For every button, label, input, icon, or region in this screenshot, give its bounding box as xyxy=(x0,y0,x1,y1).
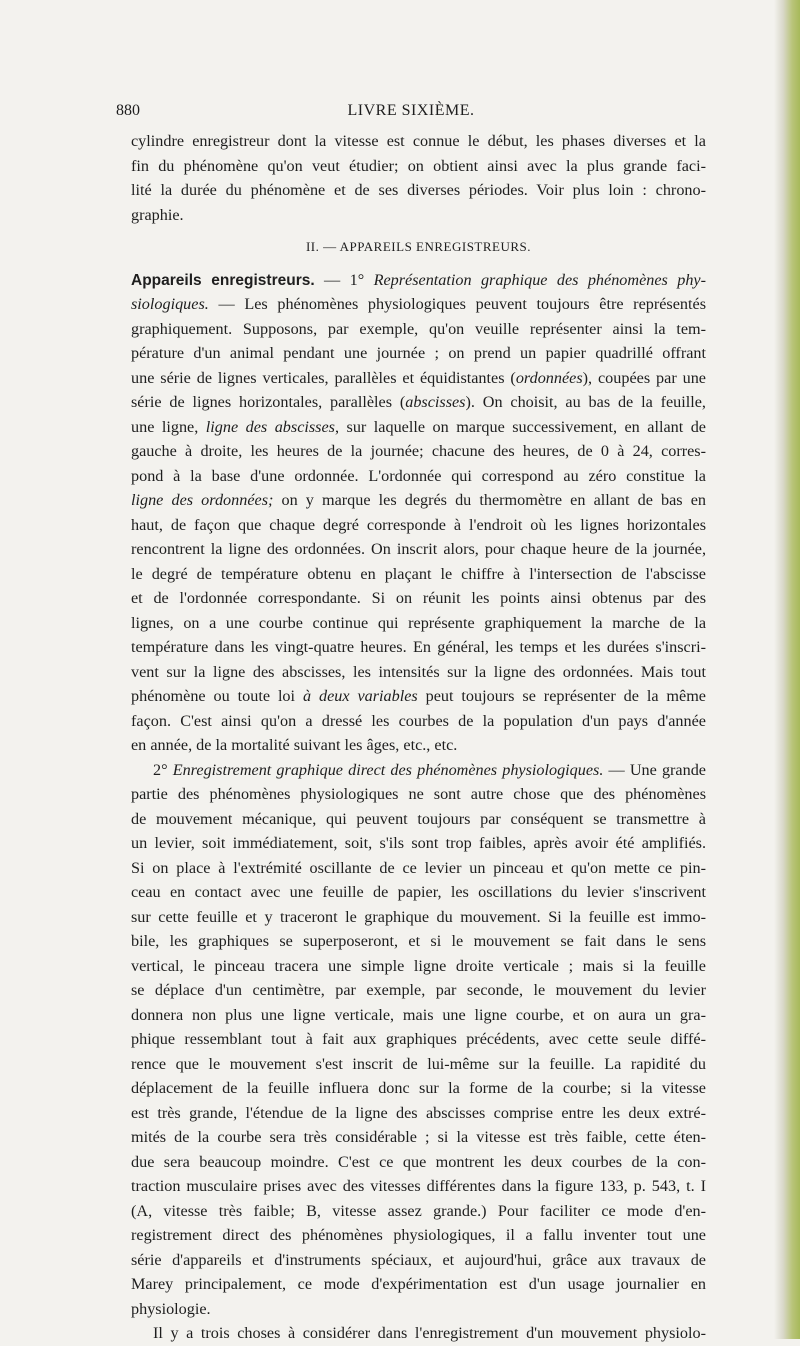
text-line: rence que le mouvement s'est inscrit de lui-même sur la feuille. La rapidité du xyxy=(131,1054,706,1073)
section-heading: II. — APPAREILS ENREGISTREURS. xyxy=(305,239,532,254)
text-line: ligne des ordonnées; on y marque les degrés du thermomètre en allant de bas en xyxy=(131,491,706,509)
text-line: Il y a trois choses à considérer dans l'enregistrement d'un mouvement physiolo- xyxy=(153,1324,706,1342)
text-line: lignes, on a une courbe continue qui représente graphiquement la marche de la xyxy=(131,613,706,632)
text-line: et de l'ordonnée correspondante. Si on réunit les points ainsi obtenus par des xyxy=(131,589,706,607)
text-line: vent sur la ligne des abscisses, les intensités sur la ligne des ordonnées. Mais tout xyxy=(131,662,706,681)
running-title: LIVRE SIXIÈME. xyxy=(347,102,475,119)
text-line: siologiques. — Les phénomènes physiologiques peuvent toujours être représentés xyxy=(131,295,706,313)
text-line: en année, de la mortalité suivant les âges, etc., etc. xyxy=(131,736,458,754)
text-line: phique ressemblant tout à fait aux graphiques précédents, avec cette seule diffé- xyxy=(131,1030,706,1048)
text-line: Si on place à l'extrémité oscillante de ce levier un pinceau et qu'on mette ce pin- xyxy=(131,858,706,877)
text-line: partie des phénomènes physiologiques ne sont autre chose que des phénomènes xyxy=(131,785,706,803)
text-line: traction musculaire prises avec des vitesses différentes dans la figure 133, p. 543, t. I xyxy=(131,1177,706,1195)
text-line: Appareils enregistreurs. — 1° Représentation graphique des phénomènes phy- xyxy=(131,270,706,289)
text-line: 2° Enregistrement graphique direct des phénomènes physiologiques. — Une grande xyxy=(153,760,706,779)
text-line: registrement direct des phénomènes physiologiques, il a fallu inventer tout une xyxy=(131,1226,706,1244)
page-header xyxy=(116,102,706,128)
text-line: le degré de température obtenu en plaçant le chiffre à l'intersection de l'abscisse xyxy=(131,564,706,583)
text-line: physiologie. xyxy=(131,1299,211,1318)
page-edge xyxy=(774,0,800,1339)
text-line: une ligne, ligne des abscisses, sur laquelle on marque successivement, en allant de xyxy=(131,417,706,436)
text-line: mités de la courbe sera très considérable ; si la vitesse est très faible, cette éten- xyxy=(131,1128,706,1146)
text-line: haut, de façon que chaque degré corresponde à l'endroit où les lignes horizontales xyxy=(131,515,706,534)
text-line: graphiquement. Supposons, par exemple, qu'on veuille représenter ainsi la tem- xyxy=(131,319,706,338)
text-line: est très grande, l'étendue de la ligne des abscisses comprise entre les deux extré- xyxy=(131,1103,706,1122)
text-line: fin du phénomène qu'on veut étudier; on obtient ainsi avec la plus grande faci- xyxy=(131,156,706,175)
body-text xyxy=(131,129,706,1346)
text-line: lité la durée du phénomène et de ses diverses périodes. Voir plus loin : chrono- xyxy=(131,181,706,199)
text-line: série de lignes horizontales, parallèles (abscisses). On choisit, au bas de la feuille, xyxy=(131,393,706,411)
text-line: vertical, le pinceau tracera une simple ligne droite verticale ; mais si la feuille xyxy=(131,956,706,975)
text-line: pérature d'un animal pendant une journée ; on prend un papier quadrillé offrant xyxy=(131,344,706,362)
text-line: cylindre enregistreur dont la vitesse est connue le début, les phases diverses et la xyxy=(131,132,706,150)
text-line: déplacement de la feuille influera donc sur la forme de la courbe; si la vitesse xyxy=(131,1079,706,1097)
runin-heading: Appareils enregistreurs. xyxy=(131,271,315,289)
text-line: un levier, soit immédiatement, soit, s'ils sont trop faibles, après avoir été amplifiés. xyxy=(131,834,706,852)
text-line: Marey principalement, ce mode d'expérimentation est d'un usage journalier en xyxy=(131,1275,706,1293)
text-line: gauche à droite, les heures de la journée; chacune des heures, de 0 à 24, corres- xyxy=(131,442,706,460)
text-line: due sera beaucoup moindre. C'est ce que montrent les deux courbes de la con- xyxy=(131,1152,706,1171)
text-line: se déplace d'un centimètre, par exemple, par seconde, le mouvement du levier xyxy=(131,981,706,999)
text-line: une série de lignes verticales, parallèles et équidistantes (ordonnées), coupées par une xyxy=(131,368,706,387)
text-line: (A, vitesse très faible; B, vitesse assez grande.) Pour faciliter ce mode d'en- xyxy=(131,1201,706,1220)
page-number: 880 xyxy=(116,102,140,119)
text-line: sur cette feuille et y traceront le graphique du mouvement. Si la feuille est immo- xyxy=(131,907,706,926)
text-line: rencontrent la ligne des ordonnées. On inscrit alors, pour chaque heure de la journée, xyxy=(131,540,706,558)
text-line: donnera non plus une ligne verticale, mais une ligne courbe, et on aura un gra- xyxy=(131,1005,706,1024)
text-line: façon. C'est ainsi qu'on a dressé les courbes de la population d'un pays d'année xyxy=(131,711,706,730)
text-line: série d'appareils et d'instruments spéciaux, et aujourd'hui, grâce aux travaux de xyxy=(131,1250,706,1269)
text-line: ceau en contact avec une feuille de papier, les oscillations du levier s'inscrivent xyxy=(131,883,706,901)
text-line: de mouvement mécanique, qui peuvent toujours par conséquent se transmettre à xyxy=(131,809,706,828)
text-line: graphie. xyxy=(131,205,184,224)
text-line: bile, les graphiques se superposeront, et si le mouvement se fait dans le sens xyxy=(131,932,706,950)
text-line: pond à la base d'une ordonnée. L'ordonnée qui correspond au zéro constitue la xyxy=(131,466,706,485)
text-line: phénomène ou toute loi à deux variables peut toujours se représenter de la même xyxy=(131,687,706,705)
text-line: température dans les vingt-quatre heures. En général, les temps et les durées s'inscri- xyxy=(131,638,706,656)
